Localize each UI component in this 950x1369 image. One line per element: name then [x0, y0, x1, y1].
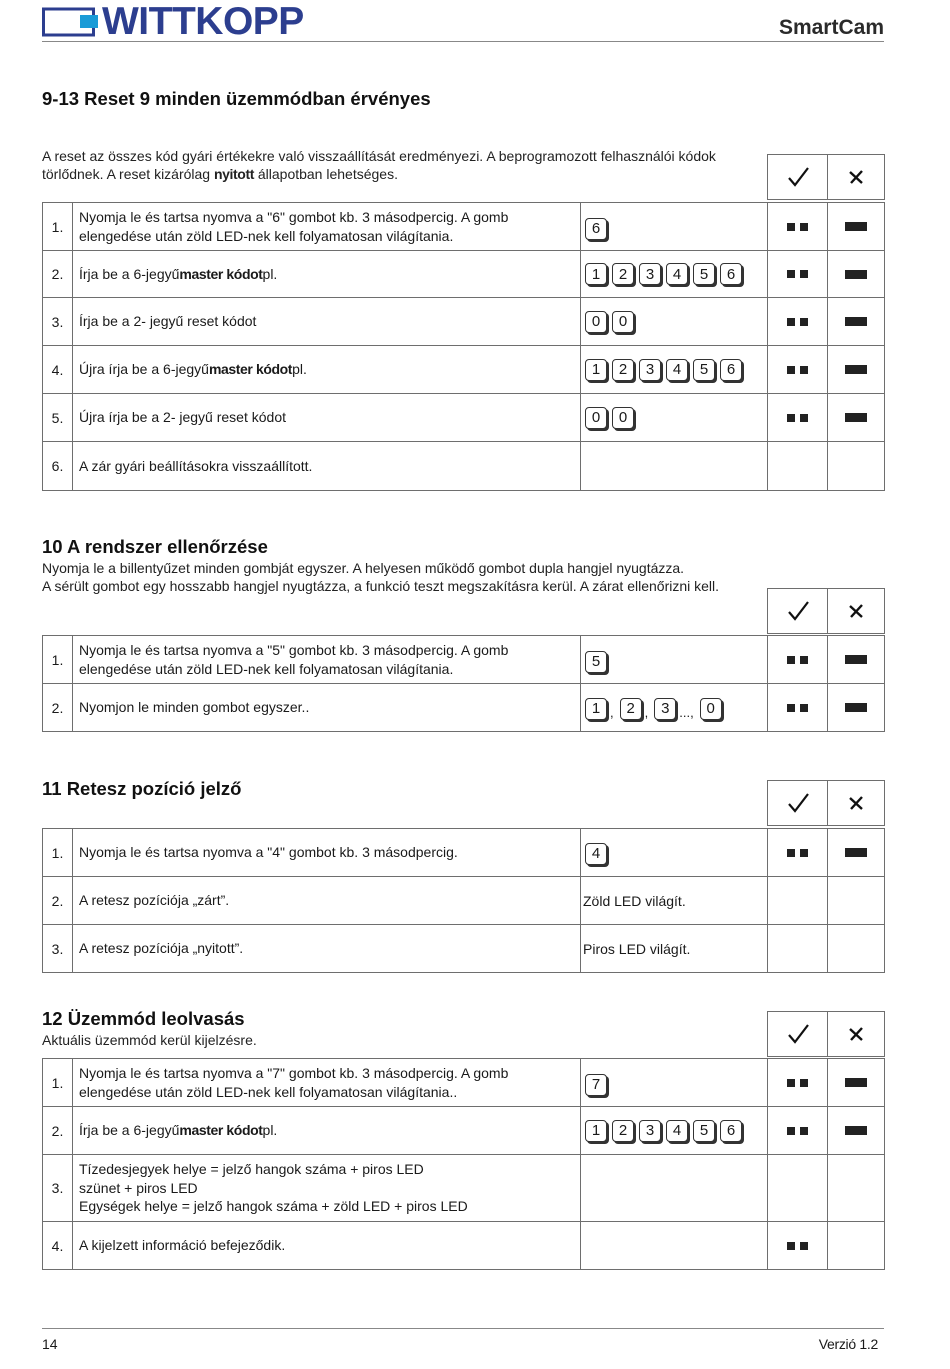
short-beep-icon: [787, 704, 808, 712]
logo-text: WITTKOPP: [102, 0, 304, 43]
led-info: Zöld LED világít.: [581, 877, 768, 924]
system-check-step-2: [42, 684, 885, 732]
long-beep-icon: [845, 848, 867, 857]
step-number: 1.: [43, 1059, 73, 1106]
mode-readout-intro: Aktuális üzemmód kerül kijelzésre.: [42, 1032, 257, 1048]
step-number: 3.: [43, 925, 73, 972]
section-title-bolt-position: 11 Retesz pozíció jelző: [42, 778, 242, 799]
step-number: 1.: [43, 636, 73, 683]
key-3: 3: [639, 1120, 661, 1142]
short-beep-icon: [787, 1242, 808, 1250]
key-2: 2: [620, 698, 642, 720]
key-5: 5: [693, 359, 715, 381]
cross-icon: [848, 795, 864, 811]
mode-step-2: [42, 1107, 885, 1155]
step-number: 2.: [43, 877, 73, 924]
key-0: 0: [585, 407, 607, 429]
key-1: 1: [585, 698, 607, 720]
key-6: 6: [720, 263, 742, 285]
separator: ,: [610, 704, 614, 720]
key-5: 5: [693, 263, 715, 285]
result-header-bolt-position: [767, 780, 885, 826]
step-text: Nyomja le és tartsa nyomva a "7" gombot kb. 3 másodpercig. A gomb elengedése után zöld LED-nek kell folyamatosan világítania..: [72, 1059, 581, 1106]
key-sequence: [581, 394, 768, 441]
key-0: 0: [612, 407, 634, 429]
step-text: Írja be a 6-jegyű master kódot pl.: [72, 1107, 581, 1154]
key-3: 3: [639, 263, 661, 285]
key-4: 4: [666, 359, 688, 381]
step-number: 2.: [43, 1107, 73, 1154]
short-beep-icon: [787, 318, 808, 326]
step-number: 4.: [43, 1222, 73, 1269]
long-beep-icon: [845, 365, 867, 374]
step-number: 4.: [43, 346, 73, 393]
reset-step-2: [42, 251, 885, 298]
key-5: 5: [585, 651, 607, 673]
page-number: 14: [42, 1336, 58, 1352]
key-6: 6: [585, 218, 607, 240]
step-number: 3.: [43, 1155, 73, 1221]
check-icon: [786, 1022, 810, 1046]
check-icon: [786, 165, 810, 189]
short-beep-icon: [787, 1127, 808, 1135]
key-3: 3: [639, 359, 661, 381]
step-number: 2.: [43, 251, 73, 297]
key-0: 0: [585, 311, 607, 333]
key-sequence: [581, 298, 768, 345]
key-6: 6: [720, 1120, 742, 1142]
section-title-system-check: 10 A rendszer ellenőrzése: [42, 536, 268, 557]
wittkopp-logo: [42, 0, 304, 43]
key-2: 2: [612, 263, 634, 285]
step-text: Nyomja le és tartsa nyomva a "4" gombot kb. 3 másodpercig.: [72, 829, 581, 876]
long-beep-icon: [845, 703, 867, 712]
key-7: 7: [585, 1074, 607, 1096]
step-text: Újra írja be a 6-jegyű master kódot pl.: [72, 346, 581, 393]
key-sequence: [581, 829, 768, 876]
short-beep-icon: [787, 414, 808, 422]
system-check-para1: Nyomja le a billentyűzet minden gombját egyszer. A helyesen működő gombot dupla hangjel nyugtázza.: [42, 560, 685, 576]
section-title-reset: 9-13 Reset 9 minden üzemmódban érvényes: [42, 88, 431, 109]
long-beep-icon: [845, 222, 867, 231]
mode-step-3: [42, 1155, 885, 1222]
system-check-step-1: [42, 635, 885, 684]
short-beep-icon: [787, 223, 808, 231]
bolt-step-2: [42, 877, 885, 925]
led-info: Piros LED világít.: [581, 925, 768, 972]
step-text: Írja be a 6-jegyű master kódot pl.: [72, 251, 581, 297]
long-beep-icon: [845, 655, 867, 664]
separator: ...,: [679, 704, 694, 720]
step-text: Nyomjon le minden gombot egyszer..: [72, 684, 581, 731]
footer-divider: [42, 1328, 884, 1329]
key-2: 2: [612, 359, 634, 381]
bolt-step-1: [42, 828, 885, 877]
check-icon: [786, 791, 810, 815]
mode-step-4: [42, 1222, 885, 1270]
version-label: Verzió 1.2: [818, 1336, 878, 1352]
long-beep-icon: [845, 1126, 867, 1135]
key-3: 3: [654, 698, 676, 720]
step-number: 3.: [43, 298, 73, 345]
step-number: 1.: [43, 829, 73, 876]
reset-step-3: [42, 298, 885, 346]
key-sequence: [581, 251, 768, 297]
key-sequence: [581, 1059, 768, 1106]
header-divider: [42, 41, 884, 42]
cross-icon: [848, 169, 864, 185]
key-sequence: [581, 684, 768, 731]
step-text: A retesz pozíciója „nyitott”.: [72, 925, 581, 972]
long-beep-icon: [845, 1078, 867, 1087]
reset-step-5: [42, 394, 885, 442]
step-number: 6.: [43, 442, 73, 490]
step-text: A retesz pozíciója „zárt”.: [72, 877, 581, 924]
key-4: 4: [585, 843, 607, 865]
cross-icon: [848, 1026, 864, 1042]
step-text: Írja be a 2- jegyű reset kódot: [72, 298, 581, 345]
mode-step-1: [42, 1058, 885, 1107]
step-text: Nyomja le és tartsa nyomva a "6" gombot kb. 3 másodpercig. A gomb elengedése után zöld LED-nek kell folyamatosan világítania.: [72, 203, 581, 250]
step-text: A kijelzett információ befejeződik.: [72, 1222, 581, 1269]
check-icon: [786, 599, 810, 623]
reset-step-6: [42, 442, 885, 491]
key-sequence: [581, 203, 768, 250]
reset-step-4: [42, 346, 885, 394]
result-header-reset: [767, 154, 885, 200]
step-text: Nyomja le és tartsa nyomva a "5" gombot kb. 3 másodpercig. A gomb elengedése után zöld LED-nek kell folyamatosan világítania.: [72, 636, 581, 683]
logo-mark-icon: [42, 7, 100, 37]
key-sequence: [581, 346, 768, 393]
long-beep-icon: [845, 270, 867, 279]
long-beep-icon: [845, 413, 867, 422]
step-text: Újra írja be a 2- jegyű reset kódot: [72, 394, 581, 441]
step-number: 1.: [43, 203, 73, 250]
step-number: 2.: [43, 684, 73, 731]
key-6: 6: [720, 359, 742, 381]
short-beep-icon: [787, 366, 808, 374]
step-number: 5.: [43, 394, 73, 441]
key-1: 1: [585, 263, 607, 285]
key-2: 2: [612, 1120, 634, 1142]
key-sequence: [581, 1107, 768, 1154]
result-header-system-check: [767, 588, 885, 634]
bolt-step-3: [42, 925, 885, 973]
key-4: 4: [666, 263, 688, 285]
short-beep-icon: [787, 270, 808, 278]
step-text: A zár gyári beállításokra visszaállított.: [72, 442, 581, 490]
key-0: 0: [612, 311, 634, 333]
key-4: 4: [666, 1120, 688, 1142]
long-beep-icon: [845, 317, 867, 326]
reset-step-1: [42, 202, 885, 251]
short-beep-icon: [787, 1079, 808, 1087]
key-1: 1: [585, 1120, 607, 1142]
key-5: 5: [693, 1120, 715, 1142]
short-beep-icon: [787, 849, 808, 857]
key-1: 1: [585, 359, 607, 381]
key-sequence: [581, 636, 768, 683]
key-0: 0: [700, 698, 722, 720]
reset-intro-line1: A reset az összes kód gyári értékekre való visszaállítását eredményezi. A beprogramozott felhasználói kódok: [42, 148, 716, 164]
separator: ,: [644, 704, 649, 720]
short-beep-icon: [787, 656, 808, 664]
product-name: SmartCam: [778, 16, 884, 39]
reset-intro-line2: törlődnek. A reset kizárólag nyitott állapotban lehetséges.: [42, 166, 398, 182]
result-header-mode-readout: [767, 1011, 885, 1057]
system-check-para2: A sérült gombot egy hosszabb hangjel nyugtázza, a funkció teszt megszakításra kerül. A zárat ellenőrizni kell.: [42, 578, 720, 594]
section-title-mode-readout: 12 Üzemmód leolvasás: [42, 1008, 245, 1029]
step-text: Tízedesjegyek helye = jelző hangok száma + piros LED szünet + piros LED Egységek helye = jelző hangok száma + zöld LED + piros LED: [72, 1155, 581, 1221]
cross-icon: [848, 603, 864, 619]
